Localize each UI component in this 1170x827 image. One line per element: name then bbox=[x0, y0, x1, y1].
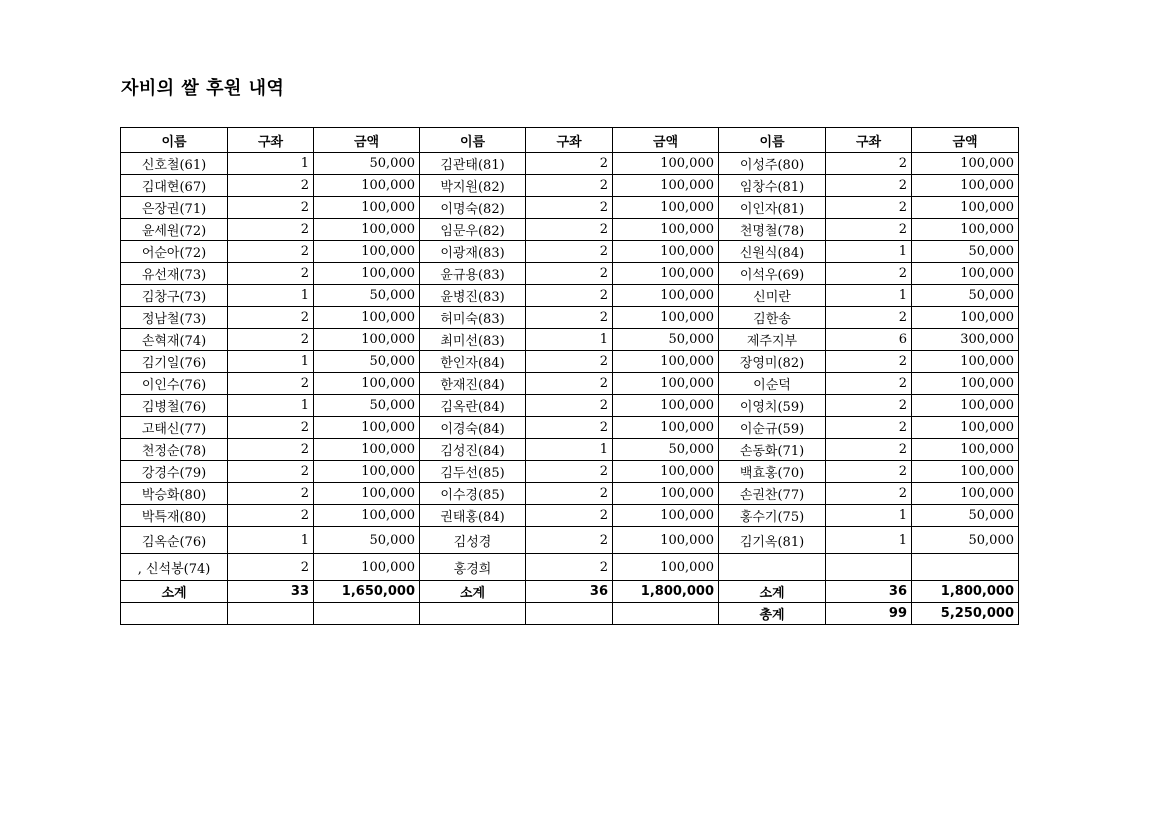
cell-name: 이명숙(82) bbox=[420, 197, 526, 219]
cell-amount: 100,000 bbox=[912, 461, 1019, 483]
cell-count: 6 bbox=[826, 329, 912, 351]
col-header-name: 이름 bbox=[121, 128, 228, 153]
cell-name: 김기일(76) bbox=[121, 351, 228, 373]
cell-count: 2 bbox=[826, 373, 912, 395]
subtotal-label: 소계 bbox=[121, 581, 228, 603]
cell-name bbox=[719, 554, 826, 581]
cell-amount: 100,000 bbox=[314, 417, 420, 439]
cell-name: 이순규(59) bbox=[719, 417, 826, 439]
cell-name: 김대현(67) bbox=[121, 175, 228, 197]
cell-amount: 100,000 bbox=[613, 351, 719, 373]
cell-count: 2 bbox=[228, 241, 314, 263]
table-row bbox=[121, 175, 1019, 197]
cell-amount: 100,000 bbox=[613, 263, 719, 285]
cell-count: 2 bbox=[826, 307, 912, 329]
cell-amount: 100,000 bbox=[912, 351, 1019, 373]
cell-count: 2 bbox=[526, 351, 613, 373]
cell-count: 2 bbox=[526, 373, 613, 395]
cell-name: 신호철(61) bbox=[121, 153, 228, 175]
col-header-amount: 금액 bbox=[912, 128, 1019, 153]
cell-amount: 100,000 bbox=[613, 219, 719, 241]
cell-name: 이인수(76) bbox=[121, 373, 228, 395]
cell-name: 홍경희 bbox=[420, 554, 526, 581]
cell-name: 장영미(82) bbox=[719, 351, 826, 373]
cell-name: 권태홍(84) bbox=[420, 505, 526, 527]
page-title: 자비의 쌀 후원 내역 bbox=[121, 78, 285, 99]
cell-name: 김병철(76) bbox=[121, 395, 228, 417]
cell-name: 임문우(82) bbox=[420, 219, 526, 241]
cell-amount: 50,000 bbox=[912, 527, 1019, 554]
table-row bbox=[121, 373, 1019, 395]
empty-cell bbox=[314, 603, 420, 625]
cell-name: 이수경(85) bbox=[420, 483, 526, 505]
cell-count: 2 bbox=[228, 417, 314, 439]
col-header-amount: 금액 bbox=[613, 128, 719, 153]
cell-count: 2 bbox=[526, 461, 613, 483]
grand-total-count: 99 bbox=[826, 603, 912, 625]
cell-name: 강경수(79) bbox=[121, 461, 228, 483]
cell-amount: 100,000 bbox=[613, 373, 719, 395]
cell-count: 2 bbox=[228, 483, 314, 505]
cell-amount bbox=[912, 554, 1019, 581]
cell-count bbox=[826, 554, 912, 581]
cell-count: 2 bbox=[228, 175, 314, 197]
cell-amount: 50,000 bbox=[314, 285, 420, 307]
table-row bbox=[121, 263, 1019, 285]
cell-count: 2 bbox=[526, 153, 613, 175]
subtotal-amount: 1,800,000 bbox=[613, 581, 719, 603]
subtotal-label: 소계 bbox=[719, 581, 826, 603]
cell-name: , 신석봉(74) bbox=[121, 554, 228, 581]
cell-count: 2 bbox=[228, 307, 314, 329]
cell-name: 손권찬(77) bbox=[719, 483, 826, 505]
cell-name: 천명철(78) bbox=[719, 219, 826, 241]
cell-count: 2 bbox=[526, 175, 613, 197]
grand-total-label: 총계 bbox=[719, 603, 826, 625]
cell-count: 2 bbox=[826, 483, 912, 505]
col-header-count: 구좌 bbox=[228, 128, 314, 153]
cell-count: 2 bbox=[526, 219, 613, 241]
cell-name: 이영치(59) bbox=[719, 395, 826, 417]
table-row bbox=[121, 153, 1019, 175]
cell-amount: 100,000 bbox=[314, 329, 420, 351]
table-row bbox=[121, 219, 1019, 241]
cell-amount: 100,000 bbox=[613, 461, 719, 483]
table-row bbox=[121, 505, 1019, 527]
cell-count: 2 bbox=[826, 351, 912, 373]
cell-name: 최미선(83) bbox=[420, 329, 526, 351]
cell-name: 유선재(73) bbox=[121, 263, 228, 285]
cell-name: 김관태(81) bbox=[420, 153, 526, 175]
cell-amount: 100,000 bbox=[613, 307, 719, 329]
cell-count: 2 bbox=[228, 329, 314, 351]
cell-count: 1 bbox=[526, 329, 613, 351]
table-row bbox=[121, 307, 1019, 329]
cell-count: 1 bbox=[826, 505, 912, 527]
cell-count: 2 bbox=[526, 417, 613, 439]
table-row bbox=[121, 329, 1019, 351]
cell-amount: 100,000 bbox=[613, 241, 719, 263]
cell-amount: 100,000 bbox=[314, 307, 420, 329]
cell-count: 2 bbox=[526, 285, 613, 307]
cell-count: 1 bbox=[526, 439, 613, 461]
col-header-name: 이름 bbox=[420, 128, 526, 153]
cell-name: 허미숙(83) bbox=[420, 307, 526, 329]
cell-name: 이석우(69) bbox=[719, 263, 826, 285]
cell-count: 1 bbox=[228, 153, 314, 175]
cell-name: 천정순(78) bbox=[121, 439, 228, 461]
table-row bbox=[121, 461, 1019, 483]
cell-count: 2 bbox=[526, 527, 613, 554]
cell-count: 1 bbox=[826, 527, 912, 554]
cell-name: 한인자(84) bbox=[420, 351, 526, 373]
cell-count: 1 bbox=[228, 285, 314, 307]
cell-amount: 100,000 bbox=[613, 395, 719, 417]
cell-amount: 300,000 bbox=[912, 329, 1019, 351]
empty-cell bbox=[121, 603, 228, 625]
cell-count: 2 bbox=[526, 263, 613, 285]
cell-count: 2 bbox=[228, 439, 314, 461]
header-row bbox=[121, 128, 1019, 153]
cell-name: 이성주(80) bbox=[719, 153, 826, 175]
cell-name: 신미란 bbox=[719, 285, 826, 307]
cell-count: 2 bbox=[526, 554, 613, 581]
cell-amount: 100,000 bbox=[314, 554, 420, 581]
cell-amount: 100,000 bbox=[314, 241, 420, 263]
cell-amount: 100,000 bbox=[613, 417, 719, 439]
cell-name: 윤세원(72) bbox=[121, 219, 228, 241]
cell-count: 1 bbox=[826, 241, 912, 263]
cell-name: 김옥란(84) bbox=[420, 395, 526, 417]
cell-name: 윤병진(83) bbox=[420, 285, 526, 307]
cell-amount: 100,000 bbox=[912, 197, 1019, 219]
cell-name: 은장권(71) bbox=[121, 197, 228, 219]
cell-count: 2 bbox=[228, 197, 314, 219]
cell-amount: 50,000 bbox=[314, 351, 420, 373]
cell-name: 백효홍(70) bbox=[719, 461, 826, 483]
donation-table bbox=[120, 127, 1019, 625]
cell-name: 김한송 bbox=[719, 307, 826, 329]
col-header-count: 구좌 bbox=[826, 128, 912, 153]
cell-name: 김두선(85) bbox=[420, 461, 526, 483]
cell-amount: 100,000 bbox=[314, 483, 420, 505]
col-header-name: 이름 bbox=[719, 128, 826, 153]
cell-count: 2 bbox=[228, 505, 314, 527]
subtotal-count: 36 bbox=[826, 581, 912, 603]
cell-amount: 100,000 bbox=[912, 483, 1019, 505]
cell-count: 1 bbox=[228, 351, 314, 373]
cell-amount: 100,000 bbox=[314, 197, 420, 219]
cell-name: 이경숙(84) bbox=[420, 417, 526, 439]
empty-cell bbox=[613, 603, 719, 625]
subtotal-count: 36 bbox=[526, 581, 613, 603]
cell-count: 2 bbox=[826, 263, 912, 285]
table-row bbox=[121, 197, 1019, 219]
cell-name: 김창구(73) bbox=[121, 285, 228, 307]
cell-name: 한재진(84) bbox=[420, 373, 526, 395]
table-row bbox=[121, 285, 1019, 307]
cell-amount: 50,000 bbox=[912, 505, 1019, 527]
table-row bbox=[121, 439, 1019, 461]
cell-name: 박지원(82) bbox=[420, 175, 526, 197]
cell-count: 1 bbox=[228, 527, 314, 554]
cell-count: 2 bbox=[228, 373, 314, 395]
table-row bbox=[121, 527, 1019, 554]
cell-count: 2 bbox=[826, 219, 912, 241]
cell-amount: 100,000 bbox=[912, 175, 1019, 197]
cell-name: 어순아(72) bbox=[121, 241, 228, 263]
col-header-amount: 금액 bbox=[314, 128, 420, 153]
cell-amount: 100,000 bbox=[314, 439, 420, 461]
cell-amount: 100,000 bbox=[912, 395, 1019, 417]
cell-name: 박특재(80) bbox=[121, 505, 228, 527]
cell-count: 2 bbox=[228, 554, 314, 581]
cell-amount: 100,000 bbox=[912, 439, 1019, 461]
table-row bbox=[121, 351, 1019, 373]
cell-amount: 100,000 bbox=[314, 263, 420, 285]
cell-count: 2 bbox=[826, 153, 912, 175]
cell-amount: 100,000 bbox=[912, 307, 1019, 329]
grand-total-row bbox=[121, 603, 1019, 625]
cell-name: 제주지부 bbox=[719, 329, 826, 351]
table-row bbox=[121, 483, 1019, 505]
cell-amount: 100,000 bbox=[912, 219, 1019, 241]
cell-name: 박승화(80) bbox=[121, 483, 228, 505]
cell-amount: 100,000 bbox=[314, 219, 420, 241]
cell-count: 2 bbox=[526, 505, 613, 527]
subtotal-row bbox=[121, 581, 1019, 603]
cell-count: 2 bbox=[826, 417, 912, 439]
empty-cell bbox=[228, 603, 314, 625]
cell-amount: 50,000 bbox=[613, 439, 719, 461]
cell-amount: 100,000 bbox=[912, 373, 1019, 395]
cell-name: 신원식(84) bbox=[719, 241, 826, 263]
cell-name: 손혁재(74) bbox=[121, 329, 228, 351]
cell-count: 2 bbox=[526, 395, 613, 417]
cell-amount: 100,000 bbox=[912, 263, 1019, 285]
cell-amount: 50,000 bbox=[314, 395, 420, 417]
cell-amount: 50,000 bbox=[912, 285, 1019, 307]
table-row bbox=[121, 417, 1019, 439]
table-row bbox=[121, 395, 1019, 417]
cell-name: 김옥순(76) bbox=[121, 527, 228, 554]
subtotal-amount: 1,650,000 bbox=[314, 581, 420, 603]
cell-amount: 100,000 bbox=[613, 483, 719, 505]
subtotal-count: 33 bbox=[228, 581, 314, 603]
cell-amount: 100,000 bbox=[613, 285, 719, 307]
subtotal-amount: 1,800,000 bbox=[912, 581, 1019, 603]
table-row bbox=[121, 241, 1019, 263]
cell-count: 2 bbox=[228, 461, 314, 483]
cell-amount: 100,000 bbox=[613, 505, 719, 527]
cell-amount: 100,000 bbox=[613, 197, 719, 219]
cell-amount: 50,000 bbox=[912, 241, 1019, 263]
cell-amount: 100,000 bbox=[912, 153, 1019, 175]
cell-amount: 100,000 bbox=[314, 461, 420, 483]
cell-amount: 100,000 bbox=[613, 554, 719, 581]
subtotal-label: 소계 bbox=[420, 581, 526, 603]
cell-name: 손동화(71) bbox=[719, 439, 826, 461]
empty-cell bbox=[526, 603, 613, 625]
cell-name: 정남철(73) bbox=[121, 307, 228, 329]
cell-name: 이순덕 bbox=[719, 373, 826, 395]
cell-name: 이인자(81) bbox=[719, 197, 826, 219]
cell-amount: 100,000 bbox=[314, 505, 420, 527]
cell-count: 2 bbox=[526, 197, 613, 219]
cell-count: 2 bbox=[826, 439, 912, 461]
cell-amount: 100,000 bbox=[613, 175, 719, 197]
cell-count: 2 bbox=[826, 197, 912, 219]
cell-count: 2 bbox=[826, 175, 912, 197]
cell-amount: 100,000 bbox=[912, 417, 1019, 439]
cell-count: 2 bbox=[228, 263, 314, 285]
cell-name: 윤규용(83) bbox=[420, 263, 526, 285]
cell-count: 2 bbox=[526, 307, 613, 329]
cell-count: 2 bbox=[526, 241, 613, 263]
grand-total-amount: 5,250,000 bbox=[912, 603, 1019, 625]
cell-amount: 100,000 bbox=[314, 373, 420, 395]
cell-name: 홍수기(75) bbox=[719, 505, 826, 527]
cell-name: 김성진(84) bbox=[420, 439, 526, 461]
cell-name: 김성경 bbox=[420, 527, 526, 554]
table-row bbox=[121, 554, 1019, 581]
cell-name: 이광재(83) bbox=[420, 241, 526, 263]
cell-count: 2 bbox=[826, 395, 912, 417]
cell-count: 2 bbox=[826, 461, 912, 483]
cell-name: 김기옥(81) bbox=[719, 527, 826, 554]
col-header-count: 구좌 bbox=[526, 128, 613, 153]
cell-count: 2 bbox=[228, 219, 314, 241]
cell-count: 2 bbox=[526, 483, 613, 505]
cell-amount: 100,000 bbox=[613, 153, 719, 175]
cell-name: 고태신(77) bbox=[121, 417, 228, 439]
cell-count: 1 bbox=[228, 395, 314, 417]
cell-amount: 50,000 bbox=[314, 527, 420, 554]
cell-amount: 50,000 bbox=[613, 329, 719, 351]
cell-amount: 100,000 bbox=[314, 175, 420, 197]
cell-count: 1 bbox=[826, 285, 912, 307]
empty-cell bbox=[420, 603, 526, 625]
cell-name: 임창수(81) bbox=[719, 175, 826, 197]
cell-amount: 50,000 bbox=[314, 153, 420, 175]
cell-amount: 100,000 bbox=[613, 527, 719, 554]
